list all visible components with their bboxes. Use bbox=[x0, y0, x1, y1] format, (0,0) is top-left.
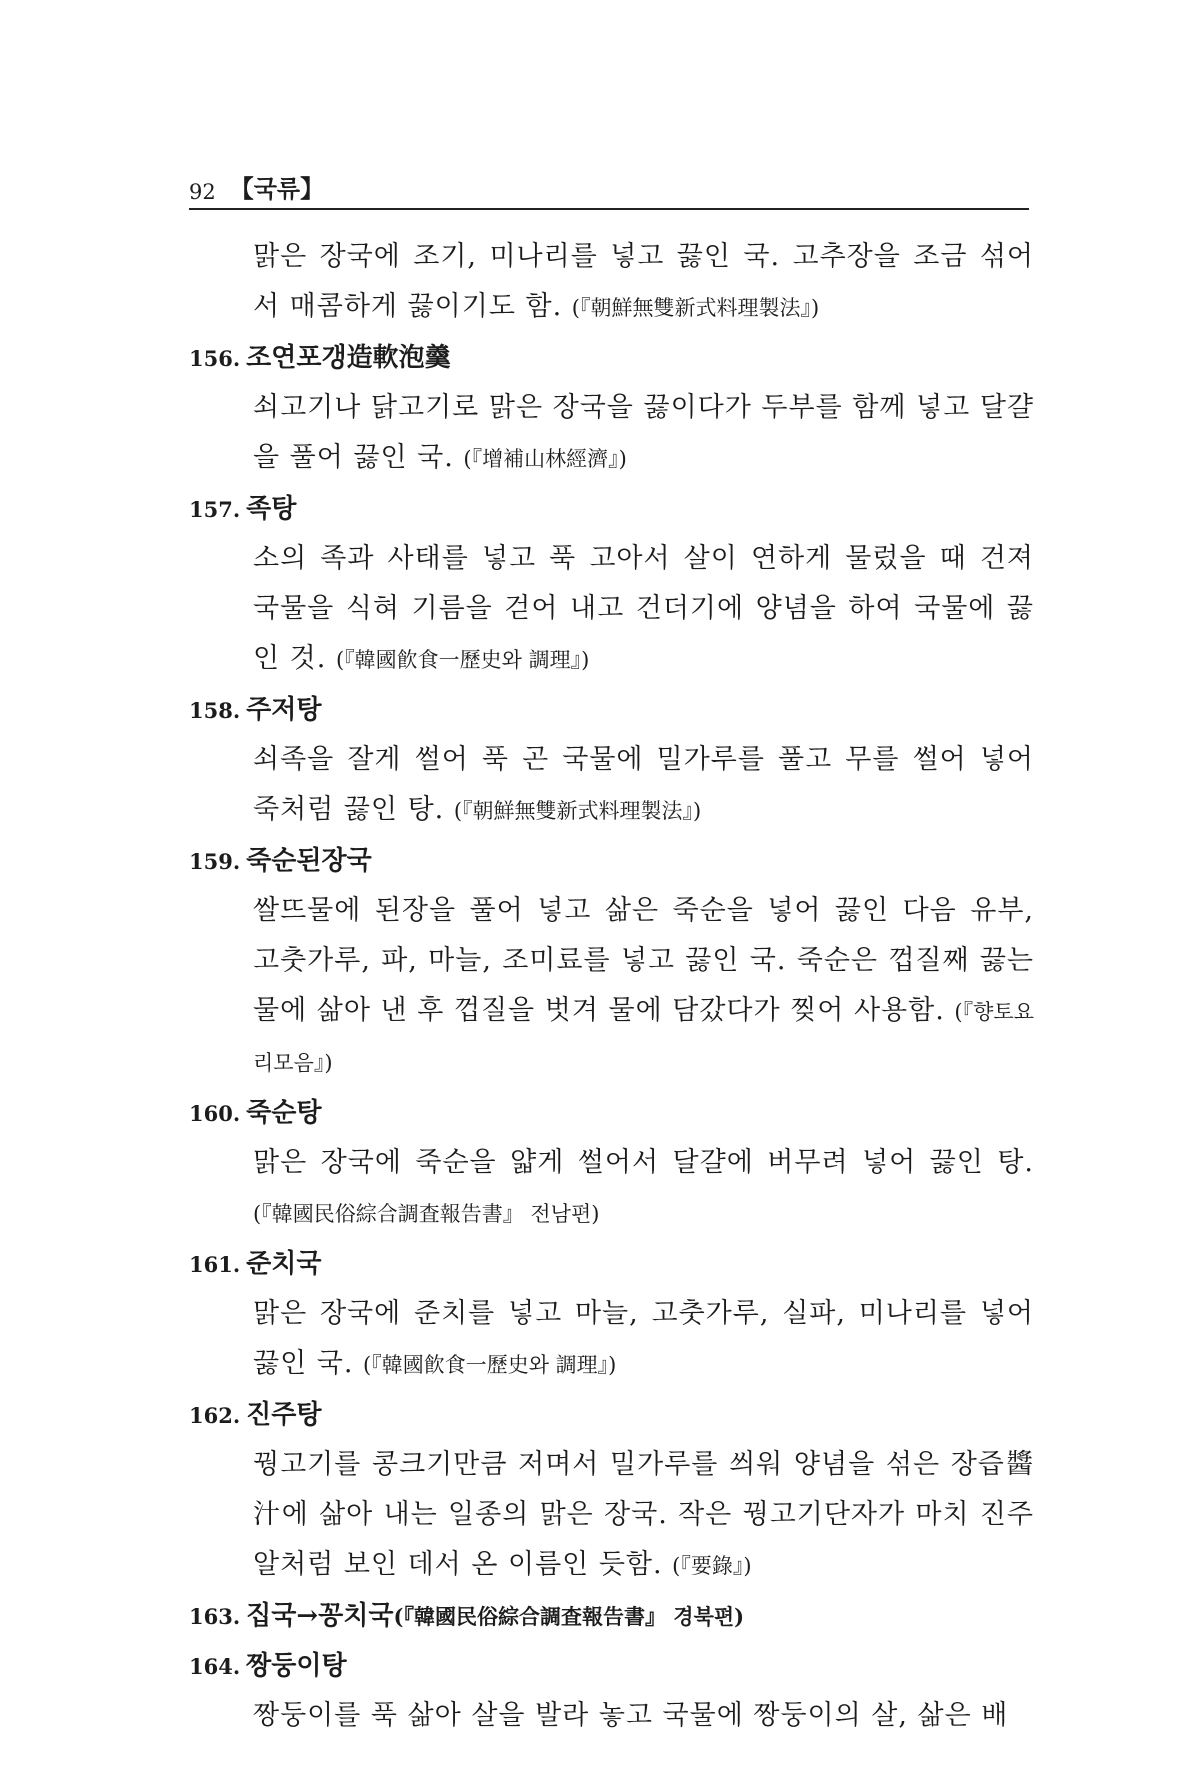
entry-title bbox=[189, 1641, 1034, 1691]
lead-paragraph-source: (『朝鮮無雙新式料理製法』) bbox=[571, 296, 820, 320]
entry-body bbox=[253, 886, 1034, 1088]
entry-heading: 죽순탕 bbox=[246, 1098, 322, 1128]
entry-text: 맑은 장국에 죽순을 얇게 썰어서 달걀에 버무려 넣어 끓인 탕. bbox=[253, 1147, 1034, 1178]
entry-text: 쌀뜨물에 된장을 풀어 넣고 삶은 죽순을 넣어 끓인 다음 유부, 고춧가루, 파, 마늘, 조미료를 넣고 끓인 국. 죽순은 껍질째 끓는 물에 삶아 낸 후 껍질을 벗겨 물에 담갔다가 찢어 사용함. bbox=[253, 895, 1034, 1026]
entry-heading: 조연포갱造軟泡羹 bbox=[246, 343, 451, 373]
entry-number: 162. bbox=[189, 1403, 241, 1428]
entry-source: (『增補山林經濟』) bbox=[463, 447, 627, 471]
entry-title bbox=[189, 1390, 1034, 1440]
entry-title bbox=[189, 1591, 1034, 1641]
entry-text: 쇠족을 잘게 썰어 푹 곤 국물에 밀가루를 풀고 무를 썰어 넣어 죽처럼 끓인 탕. bbox=[253, 744, 1034, 825]
entry-text: 짱둥이를 푹 삶아 살을 발라 놓고 국물에 짱둥이의 살, 삶은 배 bbox=[253, 1700, 1009, 1731]
entry-number: 159. bbox=[189, 849, 241, 874]
entry-text: 소의 족과 사태를 넣고 푹 고아서 살이 연하게 물렀을 때 건져 국물을 식혀 기름을 걷어 내고 건더기에 양념을 하여 국물에 끓인 것. bbox=[253, 543, 1034, 674]
entry-162 bbox=[189, 1390, 1034, 1591]
entry-body bbox=[253, 534, 1034, 685]
entry-heading: 죽순된장국 bbox=[246, 846, 372, 876]
entry-text: 맑은 장국에 준치를 넣고 마늘, 고춧가루, 실파, 미나리를 넣어 끓인 국. bbox=[253, 1298, 1034, 1379]
entry-body bbox=[253, 383, 1034, 484]
entry-number: 164. bbox=[189, 1654, 241, 1679]
entry-body bbox=[253, 1691, 1034, 1741]
entry-heading: 짱둥이탕 bbox=[246, 1651, 347, 1681]
entry-source: (『韓國飮食一歷史와 調理』) bbox=[335, 648, 590, 672]
entry-number: 163. bbox=[189, 1604, 241, 1629]
entry-heading: 준치국 bbox=[246, 1249, 322, 1279]
entry-heading: 집국→꽁치국 bbox=[246, 1601, 394, 1631]
entry-number: 158. bbox=[189, 698, 241, 723]
entry-159 bbox=[189, 836, 1034, 1088]
entry-body bbox=[253, 1289, 1034, 1390]
page-number: 92 bbox=[189, 180, 216, 204]
entry-number: 161. bbox=[189, 1252, 241, 1277]
entry-161 bbox=[189, 1239, 1034, 1390]
entry-157 bbox=[189, 484, 1034, 685]
page-header bbox=[189, 166, 1029, 210]
entry-heading: 주저탕 bbox=[246, 695, 322, 725]
entry-number: 160. bbox=[189, 1101, 241, 1126]
entry-title bbox=[189, 1239, 1034, 1289]
entry-number: 157. bbox=[189, 497, 241, 522]
entry-source: (『韓國民俗綜合調査報告書』 전남편) bbox=[253, 1202, 600, 1226]
entry-156 bbox=[189, 333, 1034, 484]
entry-heading: 족탕 bbox=[246, 494, 297, 524]
entry-source: (『韓國飮食一歷史와 調理』) bbox=[363, 1353, 617, 1377]
entry-text: 꿩고기를 콩크기만큼 저며서 밀가루를 씌워 양념을 섞은 장즙醬汁에 삶아 내는 일종의 맑은 장국. 작은 꿩고기단자가 마치 진주알처럼 보인 데서 온 이름인 듯함. bbox=[253, 1449, 1034, 1580]
entry-163 bbox=[189, 1591, 1034, 1641]
entry-158 bbox=[189, 685, 1034, 836]
entry-title bbox=[189, 1088, 1034, 1138]
entry-body bbox=[253, 1440, 1034, 1591]
entry-title bbox=[189, 484, 1034, 534]
entry-source: (『要錄』) bbox=[672, 1554, 752, 1578]
lead-paragraph-text: 맑은 장국에 조기, 미나리를 넣고 끓인 국. 고추장을 조금 섞어서 매콤하게 끓이기도 함. bbox=[253, 241, 1034, 322]
entry-160 bbox=[189, 1088, 1034, 1239]
page-content bbox=[189, 232, 1034, 1741]
entry-source: (『韓國民俗綜合調査報告書』 경북편) bbox=[393, 1604, 745, 1629]
lead-paragraph bbox=[253, 232, 1034, 333]
running-head: 【국류】 bbox=[229, 174, 325, 203]
entry-title bbox=[189, 333, 1034, 383]
entry-source: (『朝鮮無雙新式料理製法』) bbox=[453, 799, 702, 823]
entry-title bbox=[189, 685, 1034, 735]
entry-body bbox=[253, 1138, 1034, 1239]
entry-164 bbox=[189, 1641, 1034, 1741]
entry-body bbox=[253, 735, 1034, 836]
entry-text: 쇠고기나 닭고기로 맑은 장국을 끓이다가 두부를 함께 넣고 달걀을 풀어 끓인 국. bbox=[253, 392, 1034, 473]
entry-title bbox=[189, 836, 1034, 886]
entry-number: 156. bbox=[189, 346, 241, 371]
entry-heading: 진주탕 bbox=[246, 1400, 322, 1430]
entry-source: (『향토요리모음』) bbox=[253, 1000, 1034, 1075]
